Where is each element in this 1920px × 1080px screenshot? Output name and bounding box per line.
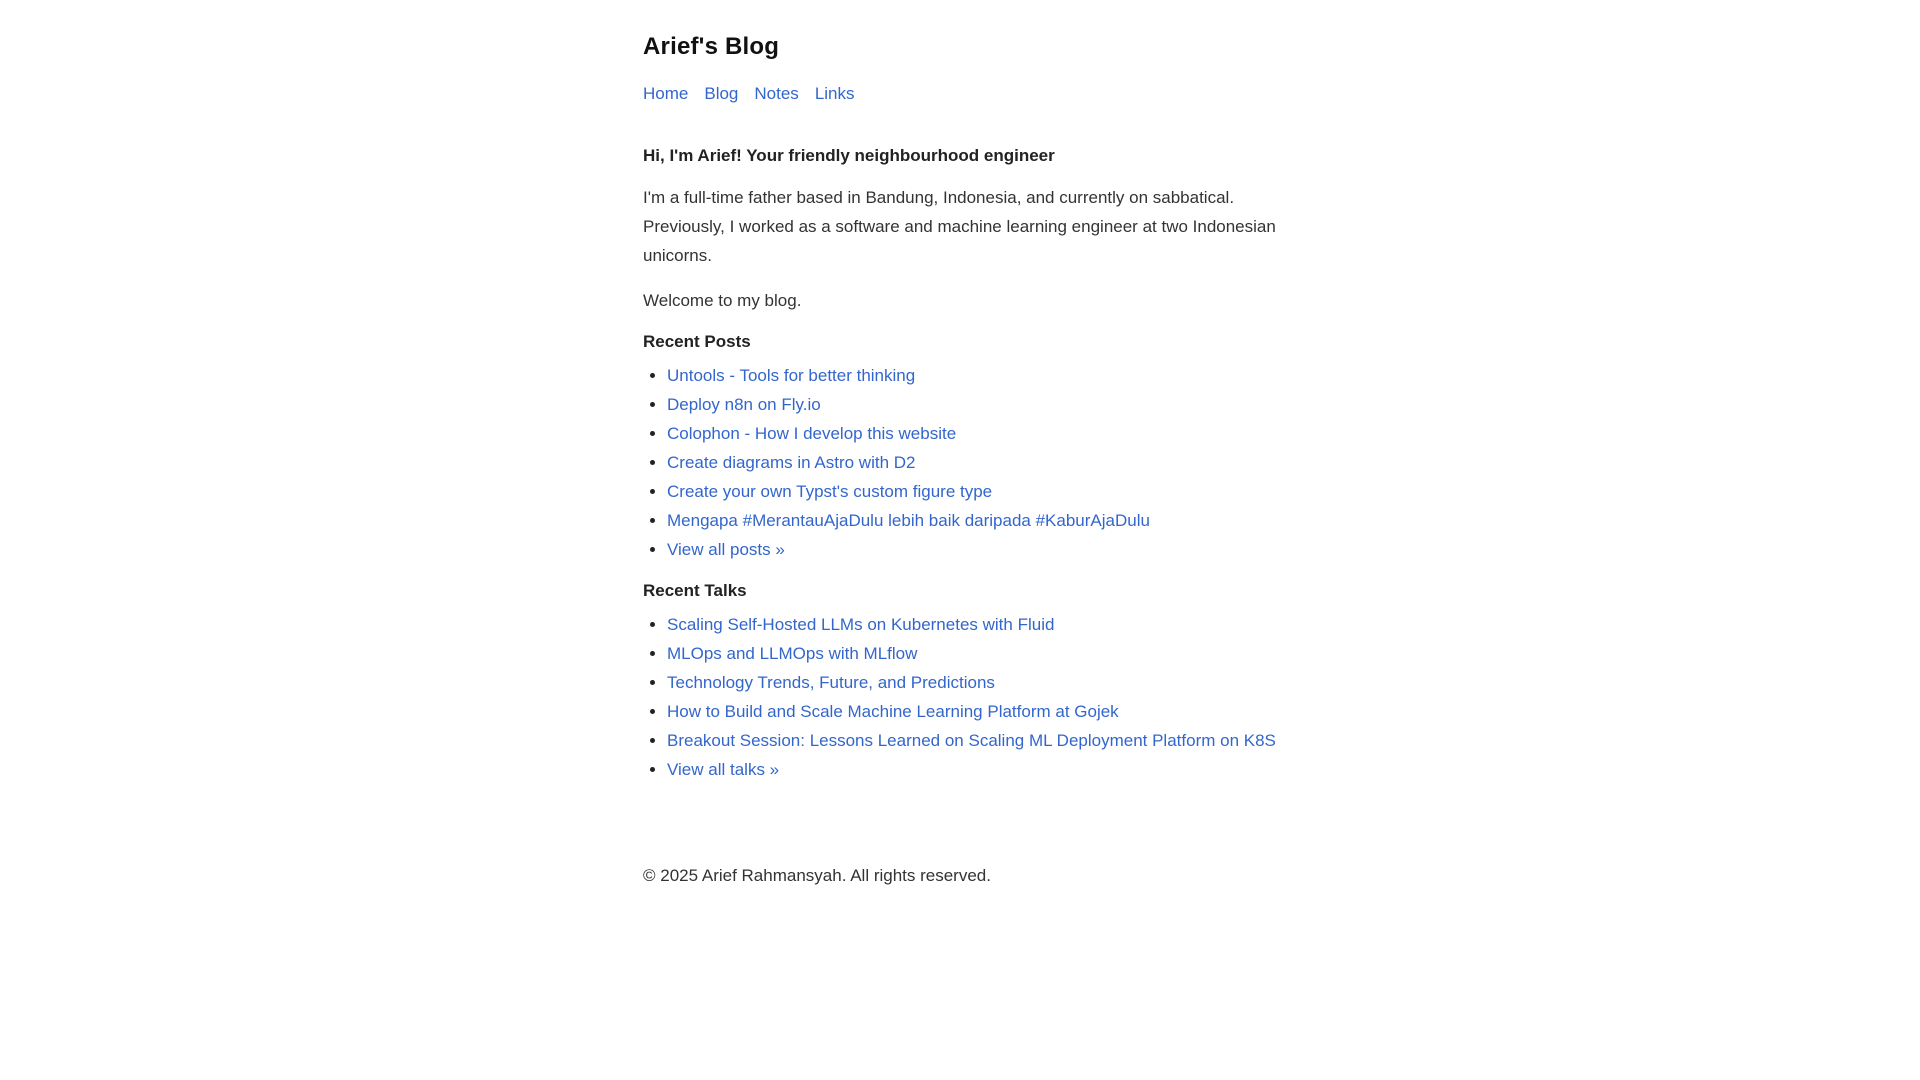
nav-links-link[interactable]: Links (814, 84, 855, 103)
list-item (667, 361, 1303, 390)
talk-link[interactable]: MLOps and LLMOps with MLflow (667, 644, 918, 663)
talk-link[interactable]: Breakout Session: Lessons Learned on Scaling ML Deployment Platform on K8S (667, 731, 1276, 750)
post-link[interactable]: Colophon - How I develop this website (667, 424, 957, 443)
recent-posts-heading: Recent Posts (643, 332, 751, 351)
main-content (643, 145, 1303, 800)
list-item (667, 668, 1303, 697)
list-item (667, 506, 1303, 535)
list-item (667, 610, 1303, 639)
welcome-text: Welcome to my blog. (643, 291, 802, 310)
post-link[interactable]: Mengapa #MerantauAjaDulu lebih baik daripada #KaburAjaDulu (667, 511, 1150, 530)
list-item (667, 390, 1303, 419)
post-link[interactable]: Create your own Typst's custom figure type (667, 482, 993, 501)
list-item (667, 639, 1303, 668)
view-all-posts-link[interactable]: View all posts » (667, 540, 785, 559)
post-link[interactable]: Create diagrams in Astro with D2 (667, 453, 916, 472)
view-all-talks-link[interactable]: View all talks » (667, 760, 780, 779)
list-item (667, 535, 1303, 564)
main-nav (643, 84, 855, 104)
talk-link[interactable]: Technology Trends, Future, and Predictions (667, 673, 995, 692)
recent-posts-list (643, 361, 1303, 564)
footer-copyright: © 2025 Arief Rahmansyah. All rights reserved. (643, 866, 991, 885)
recent-talks-heading: Recent Talks (643, 581, 747, 600)
post-link[interactable]: Untools - Tools for better thinking (667, 366, 916, 385)
list-item (667, 755, 1303, 784)
list-item (667, 477, 1303, 506)
nav-home-link[interactable]: Home (643, 84, 689, 103)
intro-paragraph: I'm a full-time father based in Bandung, Indonesia, and currently on sabbatical. Previously, I worked as a software and machine learning engineer at two Indonesian unicorns. (643, 188, 1276, 265)
list-item (667, 448, 1303, 477)
site-title[interactable]: Arief's Blog (643, 33, 780, 60)
post-link[interactable]: Deploy n8n on Fly.io (667, 395, 821, 414)
nav-notes-link[interactable]: Notes (754, 84, 799, 103)
list-item (667, 419, 1303, 448)
nav-blog-link[interactable]: Blog (704, 84, 739, 103)
list-item (667, 726, 1303, 755)
recent-talks-list (643, 610, 1303, 784)
talk-link[interactable]: Scaling Self-Hosted LLMs on Kubernetes with Fluid (667, 615, 1055, 634)
list-item (667, 697, 1303, 726)
talk-link[interactable]: How to Build and Scale Machine Learning Platform at Gojek (667, 702, 1119, 721)
intro-heading: Hi, I'm Arief! Your friendly neighbourhood engineer (643, 146, 1055, 165)
